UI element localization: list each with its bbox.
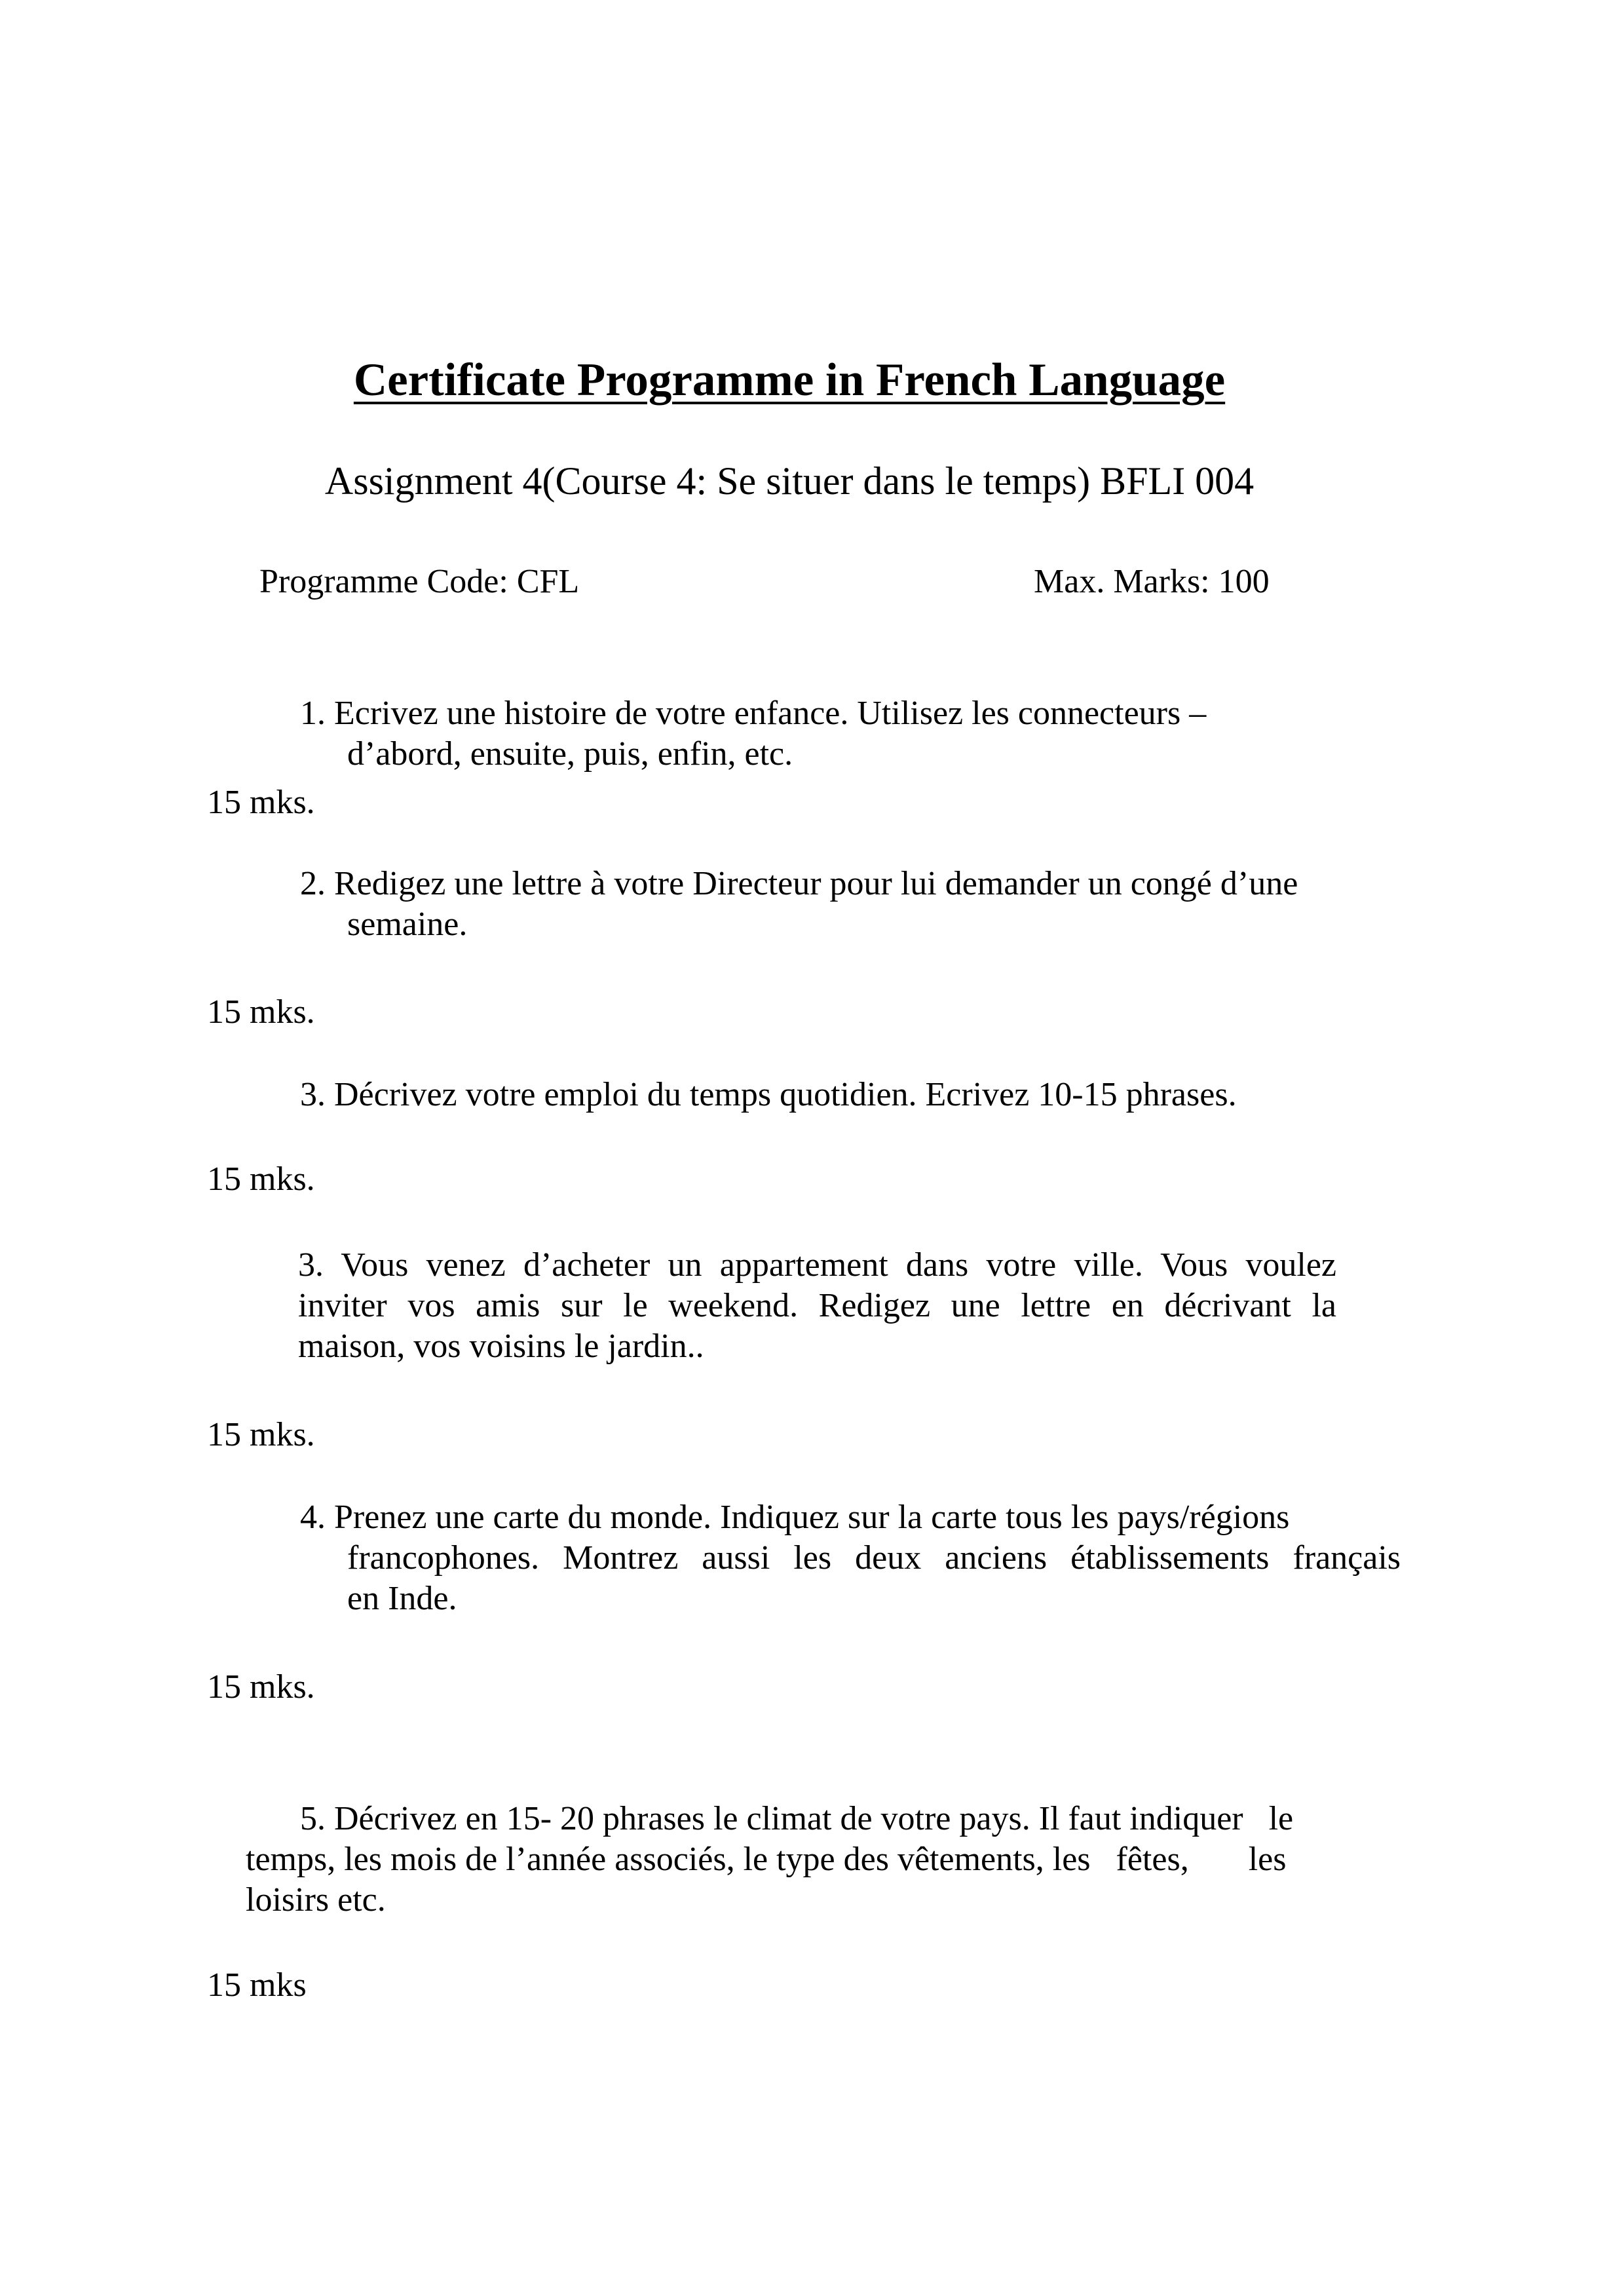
question-5-line-1: 4. Prenez une carte du monde. Indiquez sur la carte tous les pays/régions (300, 1499, 1290, 1536)
assignment-subtitle: Assignment 4(Course 4: Se situer dans le temps) BFLI 004 (324, 459, 1255, 503)
question-2 (300, 864, 1298, 945)
question-5-marks: 15 mks. (207, 1668, 315, 1706)
question-3 (300, 1075, 1237, 1115)
question-6 (246, 1799, 1293, 1921)
question-3-line-1: 3. Décrivez votre emploi du temps quotidien. Ecrivez 10-15 phrases. (300, 1076, 1237, 1113)
question-1-line-2: d’abord, ensuite, puis, enfin, etc. (347, 735, 793, 773)
question-1-marks: 15 mks. (207, 784, 315, 821)
question-6-line-2: temps, les mois de l’année associés, le type des vêtements, les fêtes, les (246, 1841, 1287, 1878)
question-4-marks: 15 mks. (207, 1416, 315, 1453)
question-1 (300, 693, 1206, 775)
question-2-line-1: 2. Redigez une lettre à votre Directeur pour lui demander un congé d’une (300, 865, 1298, 902)
question-4-line-1: 3. Vous venez d’acheter un appartement dans votre ville. Vous voulez (298, 1246, 1336, 1284)
question-4 (298, 1245, 1336, 1367)
question-4-line-2: inviter vos amis sur le weekend. Redigez une lettre en décrivant la (298, 1287, 1336, 1324)
question-3-marks: 15 mks. (207, 1160, 315, 1198)
question-5-line-2: francophones. Montrez aussi les deux anciens établissements français (347, 1539, 1401, 1577)
max-marks: Max. Marks: 100 (1034, 563, 1270, 600)
question-2-marks: 15 mks. (207, 993, 315, 1031)
question-5 (300, 1497, 1401, 1619)
question-4-line-3: maison, vos voisins le jardin.. (298, 1328, 704, 1365)
question-5-line-3: en Inde. (347, 1580, 457, 1617)
question-2-line-2: semaine. (347, 906, 468, 943)
question-1-line-1: 1. Ecrivez une histoire de votre enfance. Utilisez les connecteurs – (300, 695, 1207, 732)
document-title: Certificate Programme in French Language (353, 354, 1226, 406)
question-6-marks: 15 mks (207, 1966, 307, 2004)
programme-code: Programme Code: CFL (259, 563, 580, 600)
question-6-line-3: loisirs etc. (246, 1881, 386, 1919)
question-6-line-1: 5. Décrivez en 15- 20 phrases le climat de votre pays. Il faut indiquer le (300, 1800, 1294, 1837)
